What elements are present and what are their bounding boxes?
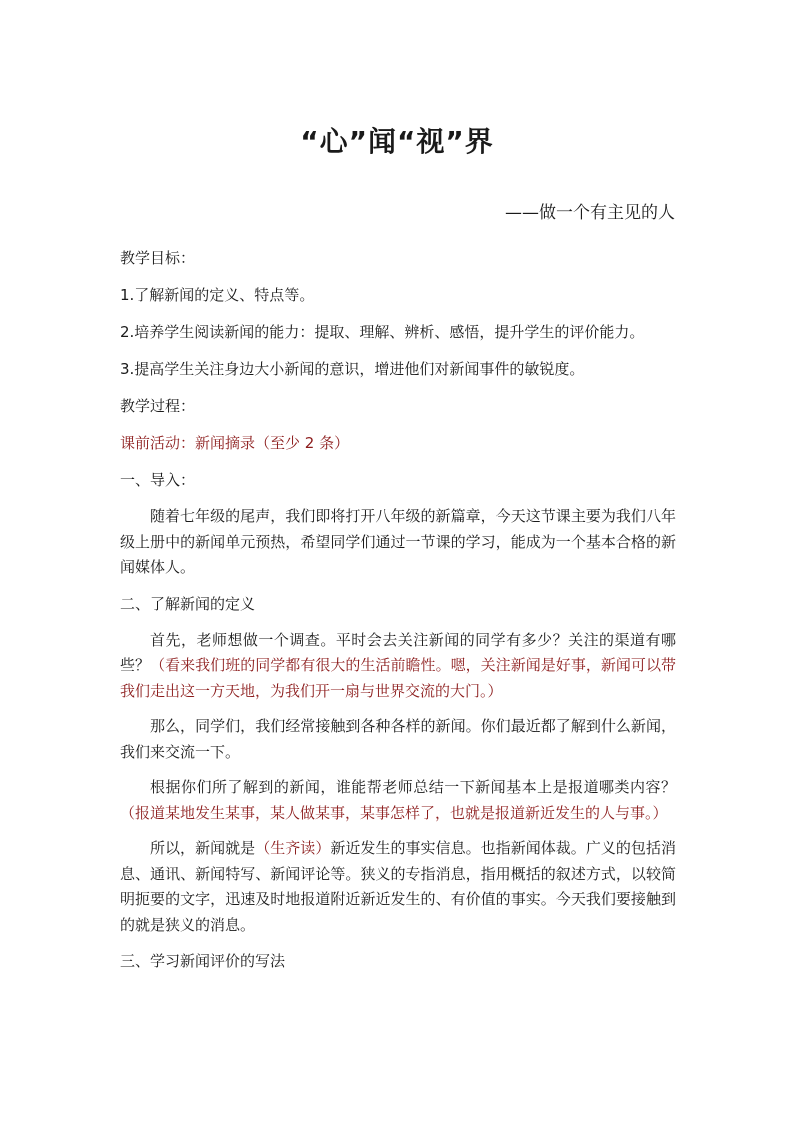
section-heading-review-writing: 三、学习新闻评价的写法 [120, 952, 286, 970]
teacher-note: （看来我们班的同学都有很大的生活前瞻性。嗯，关注新闻是好事，新闻可以带我们走出这一方天地，为我们开一扇与世界交流的大门。） [120, 656, 676, 700]
paragraph-text: 那么，同学们，我们经常接触到各种各样的新闻。你们最近都了解到什么新闻，我们来交流一下。 [120, 717, 676, 761]
intro-paragraph: 随着七年级的尾声，我们即将打开八年级的新篇章，今天这节课主要为我们八年级上册中的新闻单元预热，希望同学们通过一节课的学习，能成为一个基本合格的新闻媒体人。 [120, 507, 676, 576]
paragraph-text: 首先，老师想做一个调查。平时会去关注新闻的同学有多少？关注的渠道有哪些？ [120, 630, 676, 674]
section-heading-intro: 一、导入： [120, 471, 196, 489]
document-title: “心”闻“视”界 [300, 125, 494, 158]
process-heading: 教学过程： [120, 397, 196, 415]
definition-paragraph-2 [120, 714, 676, 765]
definition-paragraph-1 [120, 628, 676, 705]
document-body [120, 245, 676, 985]
goal-item-3: 3.提高学生关注身边大小新闻的意识，增进他们对新闻事件的敏锐度。 [120, 360, 585, 378]
expected-answer: （报道某地发生某事，某人做某事，某事怎样了，也就是报道新近发生的人与事。） [120, 803, 668, 822]
definition-paragraph-3 [120, 775, 676, 826]
reading-cue: （生齐读） [255, 839, 331, 857]
section-heading-definition: 二、了解新闻的定义 [120, 594, 256, 613]
goal-item-1: 1.了解新闻的定义、特点等。 [120, 286, 315, 304]
goal-item-2: 2.培养学生阅读新闻的能力：提取、理解、辨析、感悟，提升学生的评价能力。 [120, 323, 645, 341]
paragraph-text: 所以，新闻就是 [150, 839, 256, 857]
definition-paragraph-4 [120, 836, 676, 938]
paragraph-text: 新近发生的事实信息。也指新闻体裁。广义的包括消息、通讯、新闻特写、新闻评论等。狭义的专指消息，指用概括的叙述方式，以较简明扼要的文字，迅速及时地报道附近新近发生的、有价值的事实。今天我们要接触到的就是狭义的消息。 [120, 839, 676, 934]
goals-heading: 教学目标： [120, 249, 196, 267]
pre-class-activity: 课前活动：新闻摘录（至少 2 条） [120, 434, 350, 452]
document-subtitle: ——做一个有主见的人 [505, 203, 675, 223]
paragraph-text: 根据你们所了解到的新闻，谁能帮老师总结一下新闻基本上是报道哪类内容？ [150, 778, 676, 796]
